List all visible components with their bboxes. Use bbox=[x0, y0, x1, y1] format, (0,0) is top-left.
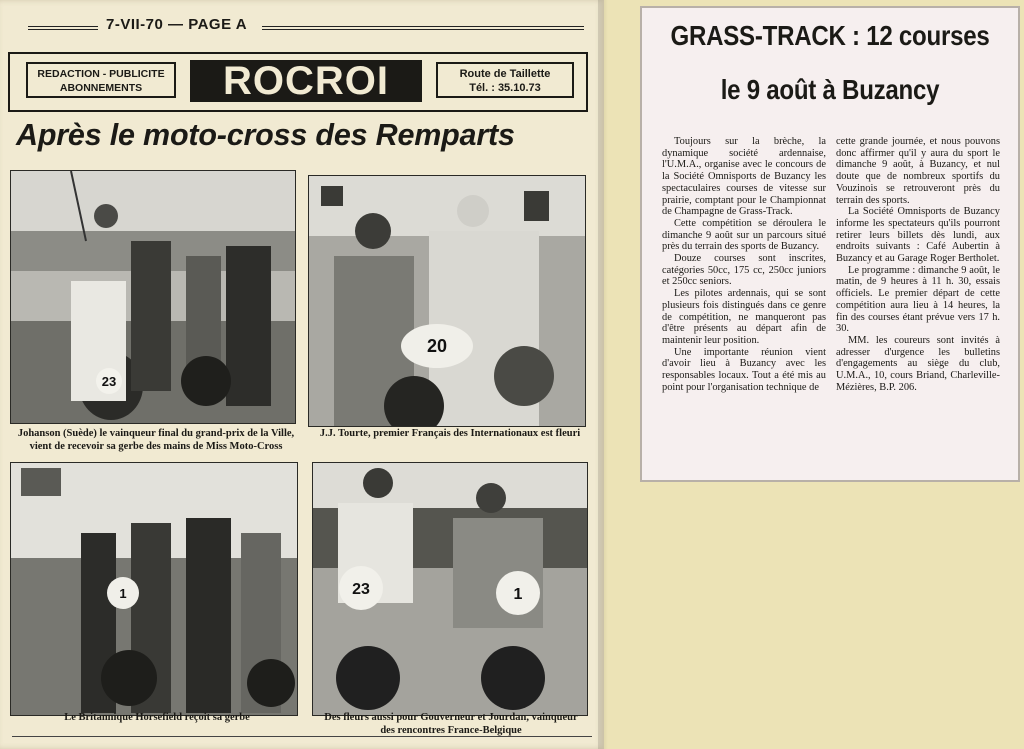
article-paragraph: La Société Omnisports de Buzancy informe les spectateurs qu'ils pourront retirer leurs billets dès lundi, aux endroits suivants : Café Aubertin à Buzancy et au Garage Roger Bertholet. bbox=[836, 206, 1000, 265]
grass-track-title-line2: le 9 août à Buzancy bbox=[720, 74, 940, 105]
photo-horsefield bbox=[10, 462, 298, 716]
plate-number-2: 20 bbox=[426, 336, 448, 356]
caption-photo3: Le Britannique Horsefield reçoit sa gerbe bbox=[64, 712, 250, 723]
article-paragraph: Le programme : dimanche 9 août, le matin, de 9 heures à 11 h. 30, essais officiels. Le premier départ de cette compétition aura lieu à 14 heures, la fin des courses étant prévue vers 17 h. 30. bbox=[836, 264, 1000, 335]
plate-number-1: 23 bbox=[101, 374, 117, 389]
caption-photo2: J.J. Tourte, premier Français des Internationaux est fleuri bbox=[319, 428, 581, 439]
grass-track-clipping bbox=[640, 6, 1020, 482]
masthead-left-box bbox=[26, 62, 176, 98]
article-paragraph: Douze courses sont inscrites, catégories 50cc, 175 cc, 250cc juniors et 250cc seniors. bbox=[662, 253, 826, 288]
photo-johanson bbox=[10, 170, 296, 424]
article-paragraph: Cette compétition se déroulera le dimanche 9 août sur un parcours situé près du terrain des sports de Buzancy. bbox=[662, 217, 826, 253]
plate-number-4b: 1 bbox=[513, 586, 523, 603]
date-rule-left bbox=[28, 26, 98, 30]
headline: Après le moto-cross des Remparts bbox=[16, 118, 515, 152]
bottom-rule bbox=[12, 736, 592, 737]
caption-photo1: Johanson (Suède) le vainqueur final du grand-prix de la Ville, vient de recevoir sa gerbe des mains de Miss Moto-Cross bbox=[17, 428, 295, 452]
article-paragraph: Les pilotes ardennais, qui se sont plusieurs fois distingués dans ce genre de compétition, ne manqueront pas d'être présents au départ afin de maintenir leur position. bbox=[662, 288, 826, 346]
photo-gouverneur-jourdan bbox=[312, 462, 588, 716]
masthead bbox=[8, 52, 588, 112]
date-line bbox=[0, 14, 604, 42]
photo-tourte bbox=[308, 175, 586, 427]
article-paragraph: cette grande journée, et nous pouvons donc affirmer qu'il y aura du sport le dimanche 9 août, à Buzancy, et nul doute que de nombreux sportifs du Vouzinois se retrouveront près du terrain des sports. bbox=[836, 136, 1000, 206]
masthead-left-line2: ABONNEMENTS bbox=[59, 82, 143, 94]
article-paragraph: MM. les coureurs sont invités à adresser d'urgence les bulletins d'engagements au siège du club, U.M.A., 10, cours Briand, Charleville-Mézières, B.P. 206. bbox=[836, 334, 1000, 393]
masthead-left-line1: REDACTION - PUBLICITE bbox=[37, 68, 165, 80]
date-text: 7-VII-70 — PAGE A bbox=[106, 16, 248, 33]
plate-number-4a: 23 bbox=[352, 581, 370, 598]
article-paragraph: Toujours sur la brèche, la dynamique société ardennaise, l'U.M.A., organise avec le concours de la Société Omnisports de Buzancy les spectaculaires courses de vitesse sur prairie, comptant pour le Championnat de Champagne de Grass-Track. bbox=[662, 136, 826, 218]
fold-shadow bbox=[598, 0, 608, 749]
article-paragraph: Une importante réunion vient d'avoir lieu à Buzancy avec les responsables locaux. Tout a été mis au point pour l'organisation technique de bbox=[662, 346, 826, 393]
article-column-2 bbox=[836, 136, 1000, 393]
plate-number-3: 1 bbox=[119, 586, 127, 601]
masthead-right-line1: Route de Taillette bbox=[459, 68, 551, 80]
masthead-right-line2: Tél. : 35.10.73 bbox=[469, 82, 541, 94]
article-column-1 bbox=[662, 136, 826, 393]
caption-photo4: Des fleurs aussi pour Gouverneur et Jourdan, vainqueur des rencontres France-Belgique bbox=[324, 712, 578, 736]
date-rule-right bbox=[262, 26, 584, 30]
masthead-title: ROCROI bbox=[190, 60, 422, 102]
masthead-right-box bbox=[436, 62, 574, 98]
grass-track-title-line1: GRASS-TRACK : 12 courses bbox=[670, 20, 990, 51]
